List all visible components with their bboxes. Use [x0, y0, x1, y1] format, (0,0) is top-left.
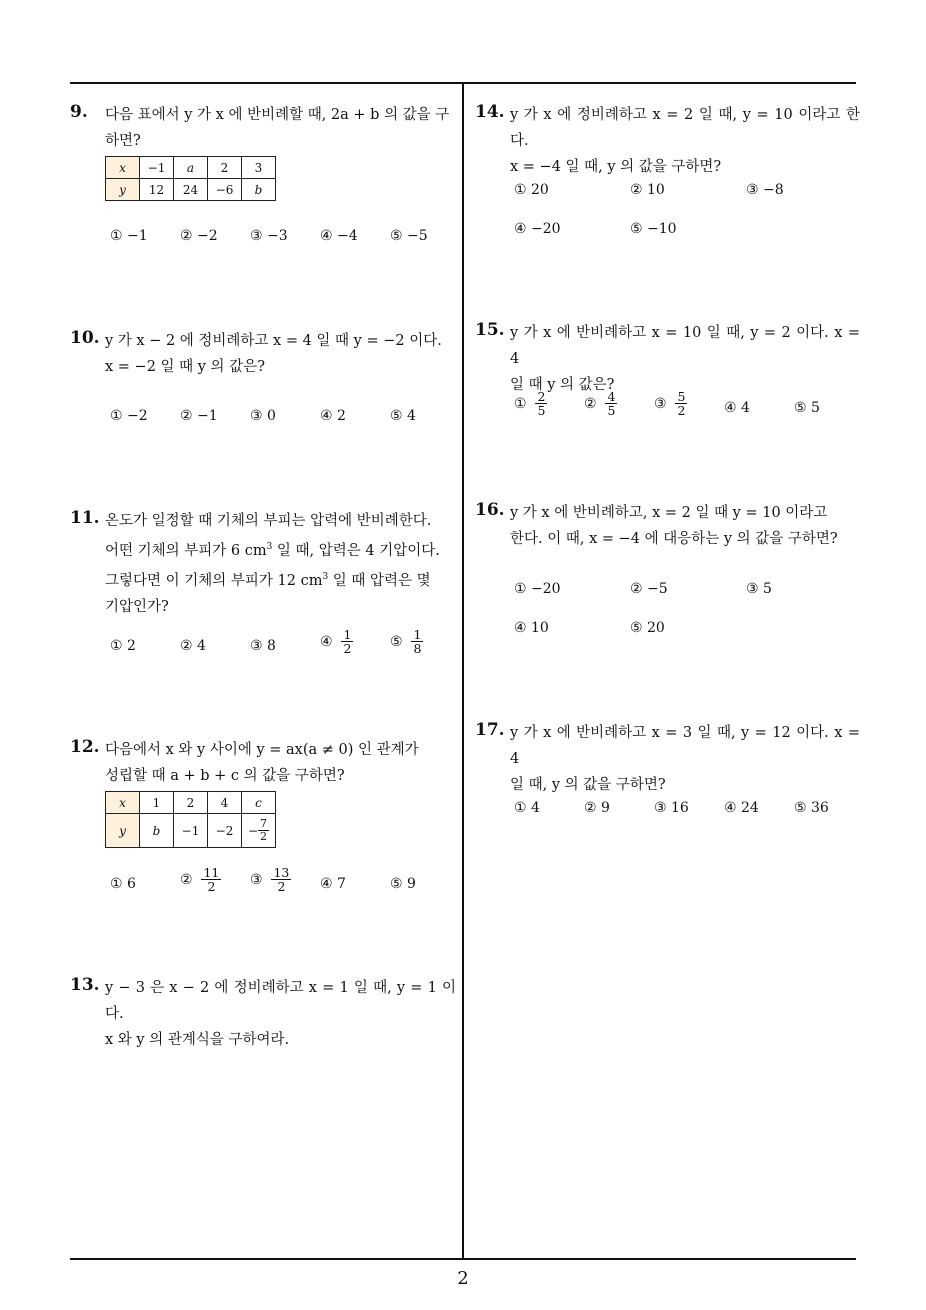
choice-1[interactable]: ① $\frac{2}{5}$ [514, 389, 546, 419]
choice-1[interactable]: ① −2 [110, 408, 148, 424]
question-text: y 가 x 에 반비례하고 x = 10 일 때, y = 2 이다. x = 4 일 때 y 의 값은? [510, 325, 860, 393]
question-11 [70, 508, 456, 620]
question-text: 온도가 일정할 때 기체의 부피는 압력에 반비례한다. 어떤 기체의 부피가 6 $cm^3$ 일 때, 압력은 4 기압이다. 그렇다면 이 기체의 부피가 12 $cm^3$ 일 때 압력은 몇 기압인가? [105, 513, 440, 615]
choice-4[interactable]: ④ 4 [724, 400, 750, 416]
question-number: 14. [475, 102, 505, 122]
choice-1[interactable]: ① −1 [110, 228, 148, 244]
choice-4[interactable]: ④ −20 [514, 221, 561, 237]
choice-3[interactable]: ③ $\frac{13}{2}$ [250, 865, 290, 895]
choice-4[interactable]: ④ 10 [514, 620, 549, 636]
question-15 [475, 320, 860, 398]
value-table [105, 156, 276, 201]
question-number: 9. [70, 102, 88, 122]
fraction: $\frac{7}{2}$ [260, 817, 268, 843]
choice-5[interactable]: ⑤ $\frac{1}{8}$ [390, 627, 422, 657]
choice-4[interactable]: ④ 24 [724, 800, 759, 816]
choice-2[interactable]: ② $\frac{4}{5}$ [584, 389, 616, 419]
choice-1[interactable]: ① 20 [514, 182, 549, 198]
question-13 [70, 975, 456, 1053]
question-text: y 가 x 에 정비례하고 x = 2 일 때, y = 10 이라고 한다. x = −4 일 때, y 의 값을 구하면? [510, 107, 860, 175]
question-10 [70, 328, 456, 380]
choice-5[interactable]: ⑤ 4 [390, 408, 416, 424]
value-table [105, 791, 276, 848]
table-row: x −1 a 2 3 [106, 157, 276, 179]
fraction: $\frac{5}{2}$ [677, 389, 686, 419]
question-number: 12. [70, 737, 100, 757]
choice-5[interactable]: ⑤ 5 [794, 400, 820, 416]
fraction: $\frac{4}{5}$ [607, 389, 616, 419]
table-row: x 1 2 4 c [106, 792, 276, 814]
choice-3[interactable]: ③ 5 [746, 581, 772, 597]
choice-2[interactable]: ② −2 [180, 228, 218, 244]
choice-3[interactable]: ③ 8 [250, 638, 276, 654]
choice-3[interactable]: ③ 16 [654, 800, 689, 816]
choice-4[interactable]: ④ 2 [320, 408, 346, 424]
question-9 [70, 102, 456, 201]
choice-2[interactable]: ② 4 [180, 638, 206, 654]
choice-1[interactable]: ① −20 [514, 581, 561, 597]
choice-2[interactable]: ② $\frac{11}{2}$ [180, 865, 220, 895]
question-number: 10. [70, 328, 100, 348]
choice-4[interactable]: ④ −4 [320, 228, 358, 244]
fraction: $\frac{1}{8}$ [413, 627, 422, 657]
fraction: $\frac{11}{2}$ [203, 865, 220, 895]
page-number: 2 [457, 1268, 469, 1289]
column-divider [462, 83, 464, 1259]
table-row: y b −1 −2 − $\frac{7}{2}$ [106, 814, 276, 848]
choice-1[interactable]: ① 4 [514, 800, 540, 816]
choice-5[interactable]: ⑤ −5 [390, 228, 428, 244]
question-text: y 가 x 에 반비례하고 x = 3 일 때, y = 12 이다. x = 4 일 때, y 의 값을 구하면? [510, 725, 860, 793]
question-number: 16. [475, 500, 505, 520]
choice-5[interactable]: ⑤ 36 [794, 800, 829, 816]
choice-5[interactable]: ⑤ 9 [390, 876, 416, 892]
question-text: 다음에서 x 와 y 사이에 y = ax(a ≠ 0) 인 관계가 성립할 때 a + b + c 의 값을 구하면? [105, 742, 419, 784]
choice-3[interactable]: ③ 0 [250, 408, 276, 424]
fraction: $\frac{13}{2}$ [273, 865, 290, 895]
choice-1[interactable]: ① 2 [110, 638, 136, 654]
question-text: y 가 x 에 반비례하고, x = 2 일 때 y = 10 이라고 한다. 이 때, x = −4 에 대응하는 y 의 값을 구하면? [510, 505, 838, 547]
choice-4[interactable]: ④ 7 [320, 876, 346, 892]
choice-3[interactable]: ③ −3 [250, 228, 288, 244]
bottom-rule [70, 1258, 856, 1260]
table-row: y 12 24 −6 b [106, 179, 276, 201]
question-text: 다음 표에서 y 가 x 에 반비례할 때, 2a + b 의 값을 구 하면? [105, 107, 450, 149]
question-17 [475, 720, 860, 798]
choice-2[interactable]: ② −1 [180, 408, 218, 424]
question-text: y 가 x − 2 에 정비례하고 x = 4 일 때 y = −2 이다. x = −2 일 때 y 의 값은? [105, 333, 442, 375]
fraction: $\frac{1}{2}$ [343, 627, 352, 657]
choice-5[interactable]: ⑤ 20 [630, 620, 665, 636]
choice-4[interactable]: ④ $\frac{1}{2}$ [320, 627, 352, 657]
question-14 [475, 102, 860, 180]
question-number: 15. [475, 320, 505, 340]
question-16 [475, 500, 860, 552]
choice-5[interactable]: ⑤ −10 [630, 221, 677, 237]
question-number: 17. [475, 720, 505, 740]
choice-3[interactable]: ③ $\frac{5}{2}$ [654, 389, 686, 419]
choice-2[interactable]: ② 10 [630, 182, 665, 198]
question-number: 13. [70, 975, 100, 995]
choice-3[interactable]: ③ −8 [746, 182, 784, 198]
question-text: y − 3 은 x − 2 에 정비례하고 x = 1 일 때, y = 1 이다. x 와 y 의 관계식을 구하여라. [105, 980, 456, 1048]
question-12 [70, 737, 456, 848]
choice-2[interactable]: ② −5 [630, 581, 668, 597]
choice-2[interactable]: ② 9 [584, 800, 610, 816]
question-number: 11. [70, 508, 100, 528]
fraction: $\frac{2}{5}$ [537, 389, 546, 419]
choice-1[interactable]: ① 6 [110, 876, 136, 892]
